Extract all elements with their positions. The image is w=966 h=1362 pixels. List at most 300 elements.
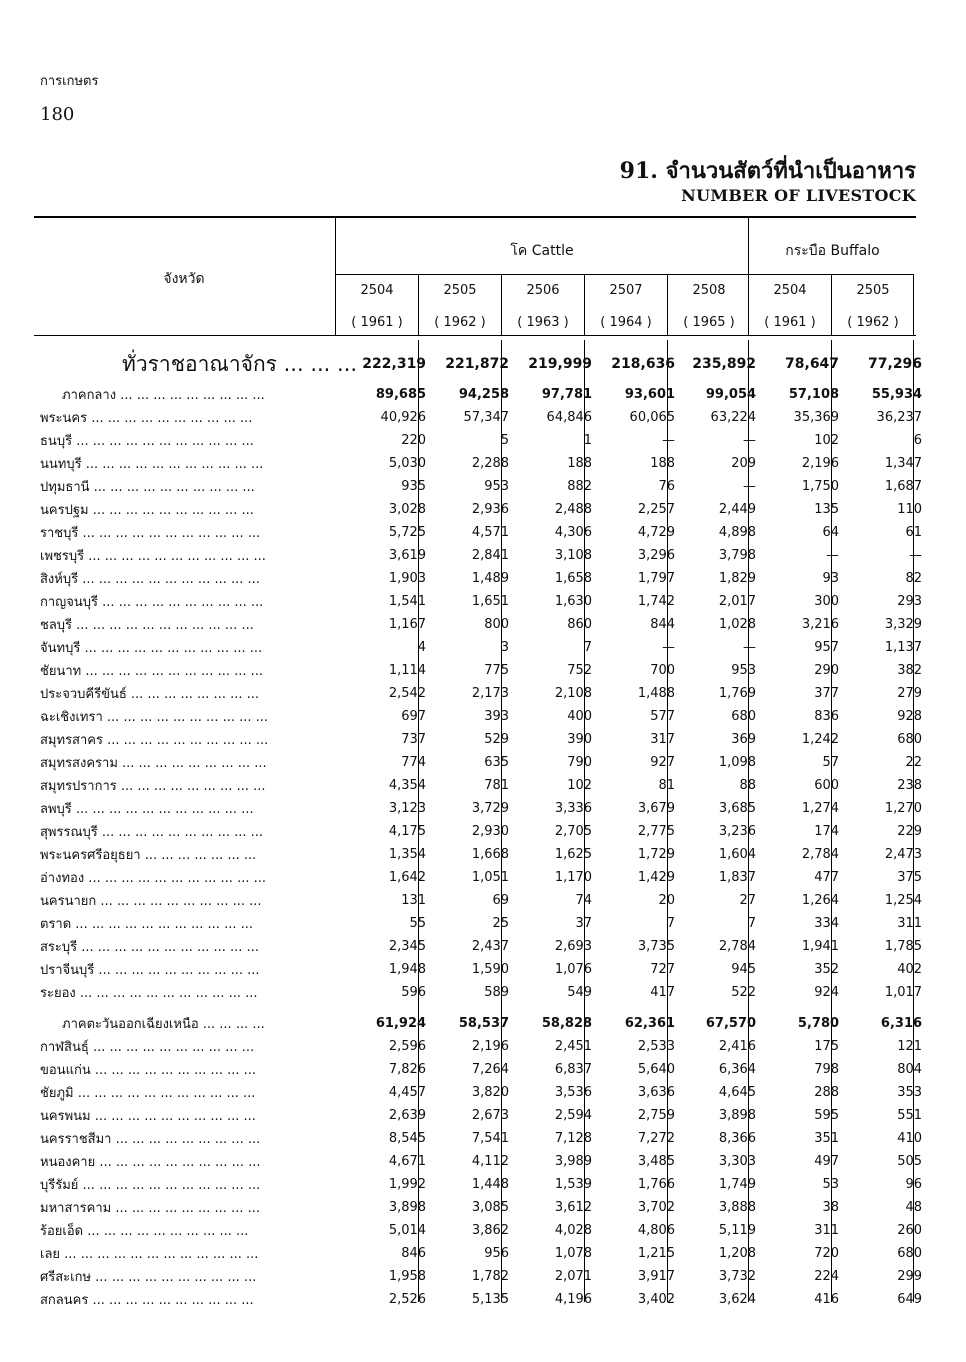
table-cell: 64 — [822, 525, 840, 540]
table-cell: 3,898 — [388, 1200, 427, 1215]
table-cell: 522 — [731, 985, 757, 1000]
table-cell: 1,028 — [718, 617, 757, 632]
table-cell: 2,017 — [718, 594, 757, 609]
table-cell: 497 — [814, 1154, 840, 1169]
table-cell: 3,303 — [718, 1154, 757, 1169]
table-row — [34, 567, 936, 590]
table-cell: 860 — [567, 617, 593, 632]
province-name: สกลนคร ... ... ... ... ... ... ... ... ... ... — [40, 1293, 254, 1308]
table-row — [34, 1288, 936, 1311]
table-cell: 1,668 — [471, 847, 510, 862]
table-cell: 3,612 — [554, 1200, 593, 1215]
table-cell: 352 — [814, 962, 840, 977]
province-name: ชัยนาท ... ... ... ... ... ... ... ... ... ... ... — [40, 664, 264, 679]
table-cell: 3,729 — [471, 801, 510, 816]
table-cell: 288 — [814, 1085, 840, 1100]
year-be: 2507 — [609, 283, 643, 298]
table-cell: 1,270 — [884, 801, 923, 816]
province-name: ภาคกลาง ... ... ... ... ... ... ... ... ... — [62, 388, 265, 403]
year-ad: ( 1965 ) — [683, 315, 735, 330]
table-cell: 5,780 — [797, 1016, 840, 1031]
table-cell: 1,742 — [637, 594, 676, 609]
table-cell: 3,329 — [884, 617, 923, 632]
table-cell: 1,941 — [801, 939, 840, 954]
table-cell: 4 — [417, 640, 427, 655]
table-cell: 1,215 — [637, 1246, 676, 1261]
table-cell: 1,076 — [554, 962, 593, 977]
table-cell: 3,624 — [718, 1292, 757, 1307]
table-cell: 790 — [567, 755, 593, 770]
table-cell: 5,640 — [637, 1062, 676, 1077]
table-cell: 1,051 — [471, 870, 510, 885]
table-cell: 7 — [583, 640, 593, 655]
table-cell: 25 — [492, 916, 510, 931]
table-row — [34, 429, 936, 452]
table-cell: 311 — [897, 916, 923, 931]
table-cell: 2,533 — [637, 1039, 676, 1054]
table-cell: 219,999 — [528, 356, 593, 372]
table-cell: 1,489 — [471, 571, 510, 586]
table-cell: 3,085 — [471, 1200, 510, 1215]
table-cell: 22 — [905, 755, 923, 770]
table-cell: 2,449 — [718, 502, 757, 517]
table-cell: 55 — [409, 916, 427, 931]
table-cell: 175 — [814, 1039, 840, 1054]
table-cell: 5 — [500, 433, 510, 448]
table-cell: 1,274 — [801, 801, 840, 816]
table-cell: 4,671 — [388, 1154, 427, 1169]
table-cell: 1,167 — [388, 617, 427, 632]
table-cell: 635 — [484, 755, 510, 770]
table-cell: 1,992 — [388, 1177, 427, 1192]
table-cell: 1,829 — [718, 571, 757, 586]
table-cell: 800 — [484, 617, 510, 632]
table-cell: 74 — [575, 893, 593, 908]
table-cell: 3,028 — [388, 502, 427, 517]
table-cell: 334 — [814, 916, 840, 931]
table-cell: 35,369 — [793, 410, 840, 425]
table-cell: 2,288 — [471, 456, 510, 471]
table-cell: 3,536 — [554, 1085, 593, 1100]
table-cell: 2,775 — [637, 824, 676, 839]
year-ad: ( 1961 ) — [351, 315, 403, 330]
province-name: ราชบุรี ... ... ... ... ... ... ... ... ... ... ... — [40, 526, 261, 541]
table-cell: 174 — [814, 824, 840, 839]
table-cell: 781 — [484, 778, 510, 793]
table-cell: 6,837 — [554, 1062, 593, 1077]
table-cell: 6 — [913, 433, 923, 448]
table-cell: 410 — [897, 1131, 923, 1146]
table-cell: 37 — [575, 916, 593, 931]
spacer-row — [34, 1004, 936, 1012]
province-name: บุรีรัมย์ ... ... ... ... ... ... ... ... ... ... ... — [40, 1178, 261, 1193]
table-cell: 7,264 — [471, 1062, 510, 1077]
year-be: 2505 — [443, 283, 477, 298]
table-cell: 8,366 — [718, 1131, 757, 1146]
table-cell: 680 — [897, 1246, 923, 1261]
table-row — [34, 613, 936, 636]
year-ad: ( 1962 ) — [847, 315, 899, 330]
province-name: มหาสารคาม ... ... ... ... ... ... ... ... ... — [40, 1201, 260, 1216]
province-name: สมุทรสาคร ... ... ... ... ... ... ... ... ... ... — [40, 733, 269, 748]
table-cell: 2,196 — [471, 1039, 510, 1054]
table-cell: 369 — [731, 732, 757, 747]
subheader-rule — [336, 274, 914, 275]
table-cell: 317 — [650, 732, 676, 747]
table-cell: 720 — [814, 1246, 840, 1261]
table-cell: 1,766 — [637, 1177, 676, 1192]
table-cell: 131 — [401, 893, 427, 908]
table-cell: 3,619 — [388, 548, 427, 563]
table-cell: 238 — [897, 778, 923, 793]
table-cell: 3,989 — [554, 1154, 593, 1169]
table-row — [34, 866, 936, 889]
table-cell: 61,924 — [375, 1016, 427, 1031]
table-cell: 57 — [822, 755, 840, 770]
table-cell: 351 — [814, 1131, 840, 1146]
table-row — [34, 958, 936, 981]
table-cell: 596 — [401, 985, 427, 1000]
table-cell: 600 — [814, 778, 840, 793]
table-cell: 3,236 — [718, 824, 757, 839]
table-cell: 353 — [897, 1085, 923, 1100]
table-cell: 38 — [822, 1200, 840, 1215]
table-cell: 377 — [814, 686, 840, 701]
table-cell: 88 — [739, 778, 757, 793]
table-cell: 2,173 — [471, 686, 510, 701]
province-name: ฉะเชิงเทรา ... ... ... ... ... ... ... ... ... ... — [40, 710, 269, 725]
province-name: สระบุรี ... ... ... ... ... ... ... ... ... ... ... — [40, 940, 259, 955]
table-row — [34, 406, 936, 429]
province-name: ลพบุรี ... ... ... ... ... ... ... ... ... ... ... — [40, 802, 254, 817]
table-cell: 76 — [658, 479, 676, 494]
province-name: ทั่วราชอาณาจักร ... ... ... — [122, 351, 358, 376]
table-cell: 2,639 — [388, 1108, 427, 1123]
table-cell: 577 — [650, 709, 676, 724]
table-row — [34, 1265, 936, 1288]
table-cell: 40,926 — [380, 410, 427, 425]
table-row — [34, 705, 936, 728]
table-cell: 48 — [905, 1200, 923, 1215]
table-cell: 2,759 — [637, 1108, 676, 1123]
year-ad: ( 1961 ) — [764, 315, 816, 330]
table-cell: 1,539 — [554, 1177, 593, 1192]
table-row — [34, 1058, 936, 1081]
table-cell: 927 — [650, 755, 676, 770]
table-cell: 279 — [897, 686, 923, 701]
province-name: ปราจีนบุรี ... ... ... ... ... ... ... ... ... ... — [40, 963, 260, 978]
table-cell: 3,336 — [554, 801, 593, 816]
table-row — [34, 1242, 936, 1265]
table-cell: 89,685 — [375, 387, 427, 402]
table-cell: 300 — [814, 594, 840, 609]
table-cell: 94,258 — [458, 387, 510, 402]
table-cell: 57,347 — [463, 410, 510, 425]
table-cell: 1,448 — [471, 1177, 510, 1192]
table-cell: 1,347 — [884, 456, 923, 471]
table-cell: 7 — [747, 916, 757, 931]
table-cell: 1,687 — [884, 479, 923, 494]
table-cell: 2,416 — [718, 1039, 757, 1054]
table-cell: 97,781 — [541, 387, 593, 402]
table-row — [34, 521, 936, 544]
table-row — [34, 1173, 936, 1196]
table-cell: 1,642 — [388, 870, 427, 885]
table-cell: 680 — [731, 709, 757, 724]
province-name: พระนคร ... ... ... ... ... ... ... ... ... ... — [40, 411, 253, 426]
table-cell: 589 — [484, 985, 510, 1000]
table-row — [34, 774, 936, 797]
table-row — [34, 636, 936, 659]
province-name: ธนบุรี ... ... ... ... ... ... ... ... ... ... ... — [40, 434, 254, 449]
table-cell: 595 — [814, 1108, 840, 1123]
table-cell: 62,361 — [624, 1016, 676, 1031]
table-cell: 4,571 — [471, 525, 510, 540]
table-cell: 311 — [814, 1223, 840, 1238]
table-cell: 27 — [739, 893, 757, 908]
table-cell: 4,354 — [388, 778, 427, 793]
table-cell: 218,636 — [611, 356, 676, 372]
table-row — [34, 345, 936, 383]
table-cell: 1,208 — [718, 1246, 757, 1261]
table-cell: 416 — [814, 1292, 840, 1307]
table-cell: 3,123 — [388, 801, 427, 816]
year-be: 2506 — [526, 283, 560, 298]
table-cell: 836 — [814, 709, 840, 724]
table-cell: 3,485 — [637, 1154, 676, 1169]
table-cell: 1,170 — [554, 870, 593, 885]
table-cell: 928 — [897, 709, 923, 724]
table-cell: 1,651 — [471, 594, 510, 609]
table-cell: 4,457 — [388, 1085, 427, 1100]
province-name: พระนครศรีอยุธยา ... ... ... ... ... ... ... — [40, 848, 257, 863]
table-cell: 67,570 — [705, 1016, 757, 1031]
top-rule — [34, 216, 916, 218]
table-cell: 3,862 — [471, 1223, 510, 1238]
table-cell: 2,488 — [554, 502, 593, 517]
table-cell: 4,196 — [554, 1292, 593, 1307]
province-name: หนองคาย ... ... ... ... ... ... ... ... ... ... — [40, 1155, 261, 1170]
table-cell: — — [662, 433, 676, 448]
table-cell: 3,898 — [718, 1108, 757, 1123]
table-cell: 3,798 — [718, 548, 757, 563]
table-cell: 99,054 — [705, 387, 757, 402]
table-cell: 953 — [731, 663, 757, 678]
table-cell: 956 — [484, 1246, 510, 1261]
table-cell: 7,128 — [554, 1131, 593, 1146]
table-cell: 1,254 — [884, 893, 923, 908]
table-cell: 700 — [650, 663, 676, 678]
table-cell: 1,242 — [801, 732, 840, 747]
province-name: ปทุมธานี ... ... ... ... ... ... ... ... ... ... — [40, 480, 255, 495]
table-cell: 4,112 — [471, 1154, 510, 1169]
province-name: ร้อยเอ็ด ... ... ... ... ... ... ... ... ... ... — [40, 1224, 249, 1239]
table-cell: 680 — [897, 732, 923, 747]
table-cell: 846 — [401, 1246, 427, 1261]
table-cell: 1,729 — [637, 847, 676, 862]
table-cell: — — [743, 479, 757, 494]
table-cell: 2,526 — [388, 1292, 427, 1307]
table-cell: 2,594 — [554, 1108, 593, 1123]
page-header: การเกษตร — [40, 74, 99, 89]
province-name: นครพนม ... ... ... ... ... ... ... ... ... ... — [40, 1109, 256, 1124]
table-cell: 229 — [897, 824, 923, 839]
table-cell: 2,705 — [554, 824, 593, 839]
table-cell: 96 — [905, 1177, 923, 1192]
table-cell: 77,296 — [868, 356, 923, 372]
table-cell: 55,934 — [871, 387, 923, 402]
table-cell: 400 — [567, 709, 593, 724]
table-cell: 2,784 — [801, 847, 840, 862]
table-row — [34, 1012, 936, 1035]
table-cell: 64,846 — [546, 410, 593, 425]
table-row — [34, 1150, 936, 1173]
table-row — [34, 820, 936, 843]
table-row — [34, 935, 936, 958]
table-cell: 382 — [897, 663, 923, 678]
table-cell: 727 — [650, 962, 676, 977]
table-cell: 2,693 — [554, 939, 593, 954]
table-cell: 57,108 — [788, 387, 840, 402]
table-cell: 1 — [583, 433, 593, 448]
table-cell: — — [826, 548, 840, 563]
table-cell: — — [909, 548, 923, 563]
table-cell: 3,108 — [554, 548, 593, 563]
table-cell: 551 — [897, 1108, 923, 1123]
table-cell: 505 — [897, 1154, 923, 1169]
year-be: 2505 — [856, 283, 890, 298]
table-cell: 58,828 — [541, 1016, 593, 1031]
year-be: 2504 — [360, 283, 394, 298]
province-name: ศรีสะเกษ ... ... ... ... ... ... ... ... ... ... — [40, 1270, 257, 1285]
table-cell: 3,679 — [637, 801, 676, 816]
province-name: ระยอง ... ... ... ... ... ... ... ... ... ... ... — [40, 986, 258, 1001]
table-cell: 102 — [567, 778, 593, 793]
table-cell: 957 — [814, 640, 840, 655]
table-cell: 945 — [731, 962, 757, 977]
page-number: 180 — [40, 104, 75, 125]
table-cell: 1,098 — [718, 755, 757, 770]
table-row — [34, 1196, 936, 1219]
table-cell: 2,451 — [554, 1039, 593, 1054]
province-name: สุพรรณบุรี ... ... ... ... ... ... ... ... ... ... — [40, 825, 264, 840]
province-name: ชัยภูมิ ... ... ... ... ... ... ... ... ... ... ... — [40, 1086, 256, 1101]
table-row — [34, 1219, 936, 1242]
table-row — [34, 1081, 936, 1104]
table-cell: 102 — [814, 433, 840, 448]
table-row — [34, 590, 936, 613]
table-cell: 5,725 — [388, 525, 427, 540]
table-cell: 2,936 — [471, 502, 510, 517]
province-name: ตราด ... ... ... ... ... ... ... ... ... ... ... — [40, 917, 253, 932]
table-cell: 2,437 — [471, 939, 510, 954]
table-title-english: NUMBER OF LIVESTOCK — [681, 186, 916, 205]
table-cell: 1,785 — [884, 939, 923, 954]
table-cell: 774 — [401, 755, 427, 770]
table-cell: 2,473 — [884, 847, 923, 862]
header-rule — [34, 335, 916, 336]
table-cell: 4,806 — [637, 1223, 676, 1238]
table-row — [34, 889, 936, 912]
table-cell: 93,601 — [624, 387, 676, 402]
table-cell: 61 — [905, 525, 923, 540]
table-cell: 222,319 — [362, 356, 427, 372]
table-cell: 775 — [484, 663, 510, 678]
table-cell: 1,078 — [554, 1246, 593, 1261]
table-cell: 798 — [814, 1062, 840, 1077]
table-cell: 1,354 — [388, 847, 427, 862]
table-cell: 402 — [897, 962, 923, 977]
table-cell: 78,647 — [785, 356, 840, 372]
table-cell: 7,541 — [471, 1131, 510, 1146]
table-cell: 2,673 — [471, 1108, 510, 1123]
table-row — [34, 728, 936, 751]
table-cell: 3,917 — [637, 1269, 676, 1284]
table-cell: 188 — [567, 456, 593, 471]
table-cell: 135 — [814, 502, 840, 517]
table-cell: 882 — [567, 479, 593, 494]
table-cell: 390 — [567, 732, 593, 747]
table-cell: 5,014 — [388, 1223, 427, 1238]
table-cell: 110 — [897, 502, 923, 517]
table-cell: 393 — [484, 709, 510, 724]
table-row — [34, 498, 936, 521]
livestock-table — [34, 345, 936, 1311]
table-cell: 36,237 — [876, 410, 923, 425]
table-cell: 93 — [822, 571, 840, 586]
table-cell: 1,017 — [884, 985, 923, 1000]
table-cell: 737 — [401, 732, 427, 747]
table-cell: 221,872 — [445, 356, 510, 372]
table-cell: 3,820 — [471, 1085, 510, 1100]
table-cell: 1,749 — [718, 1177, 757, 1192]
table-cell: 924 — [814, 985, 840, 1000]
table-cell: 953 — [484, 479, 510, 494]
table-cell: 1,604 — [718, 847, 757, 862]
table-cell: 2,108 — [554, 686, 593, 701]
table-cell: 290 — [814, 663, 840, 678]
table-cell: 529 — [484, 732, 510, 747]
table-cell: 121 — [897, 1039, 923, 1054]
year-ad: ( 1962 ) — [434, 315, 486, 330]
table-cell: 2,930 — [471, 824, 510, 839]
table-cell: 5,119 — [718, 1223, 757, 1238]
province-name: ขอนแก่น ... ... ... ... ... ... ... ... ... ... — [40, 1063, 257, 1078]
table-cell: 260 — [897, 1223, 923, 1238]
table-row — [34, 452, 936, 475]
province-name: เลย ... ... ... ... ... ... ... ... ... ... ... ... — [40, 1247, 259, 1262]
table-cell: 4,306 — [554, 525, 593, 540]
table-cell: 477 — [814, 870, 840, 885]
table-cell: 1,264 — [801, 893, 840, 908]
province-column-header: จังหวัด — [163, 271, 205, 287]
table-cell: 1,750 — [801, 479, 840, 494]
table-row — [34, 1035, 936, 1058]
table-row — [34, 544, 936, 567]
table-row — [34, 475, 936, 498]
province-name: ประจวบคีรีขันธ์ ... ... ... ... ... ... ... ... — [40, 687, 260, 702]
province-name: อ่างทอง ... ... ... ... ... ... ... ... ... ... ... — [40, 871, 267, 886]
table-row — [34, 912, 936, 935]
table-cell: 58,537 — [458, 1016, 510, 1031]
province-name: กาฬสินธุ์ ... ... ... ... ... ... ... ... ... ... — [40, 1040, 255, 1055]
year-ad: ( 1964 ) — [600, 315, 652, 330]
table-cell: 844 — [650, 617, 676, 632]
table-cell: 4,028 — [554, 1223, 593, 1238]
table-row — [34, 1127, 936, 1150]
table-cell: 4,729 — [637, 525, 676, 540]
table-cell: 4,175 — [388, 824, 427, 839]
